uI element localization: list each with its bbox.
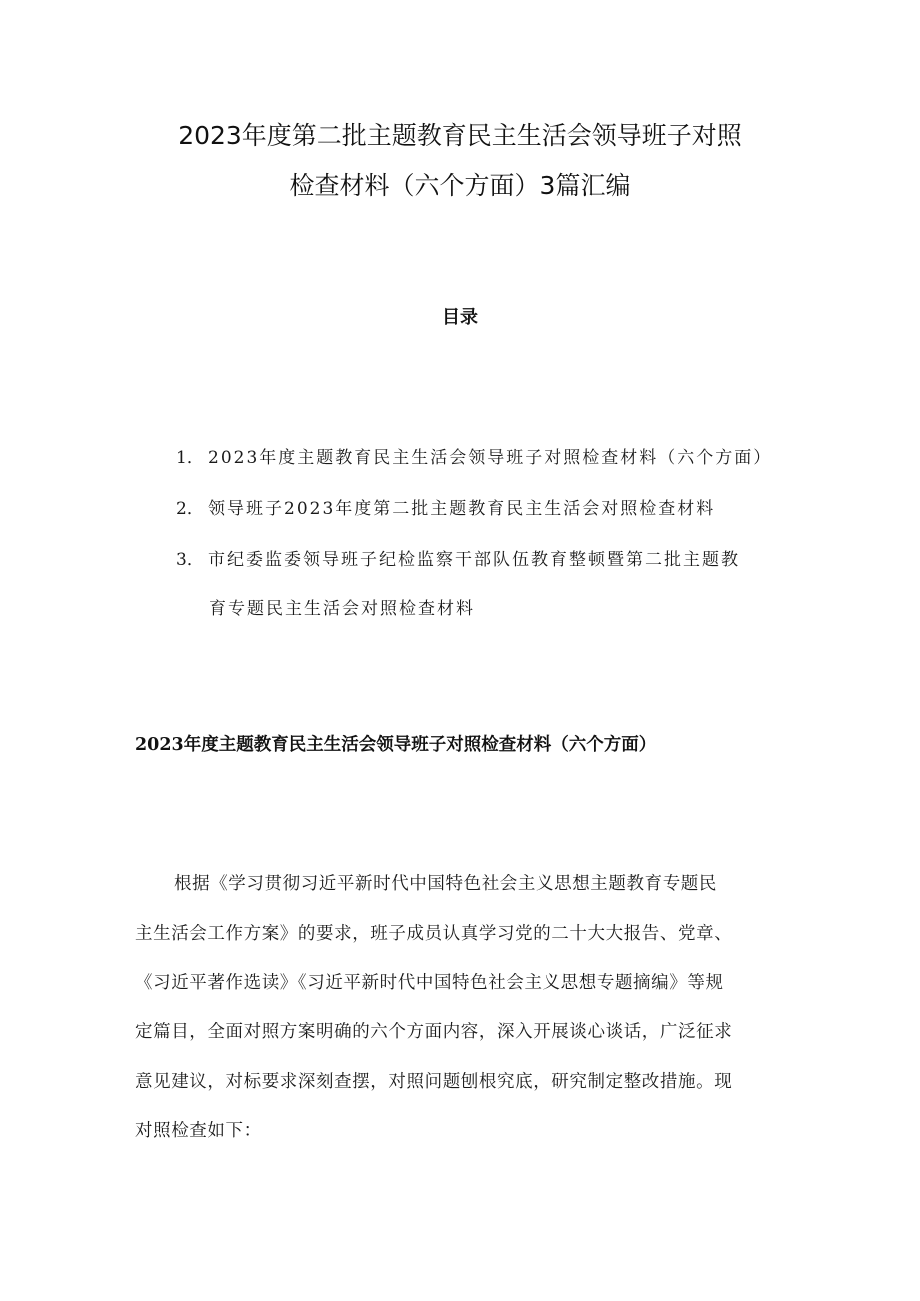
toc-item-text: 2023年度主题教育民主生活会领导班子对照检查材料（六个方面）: [208, 448, 773, 468]
document-title-line-1: 2023年度第二批主题教育民主生活会领导班子对照: [178, 121, 742, 150]
toc-item-text: 市纪委监委领导班子纪检监察干部队伍教育整顿暨第二批主题教: [208, 550, 740, 570]
body-paragraph-line: 根据《学习贯彻习近平新时代中国特色社会主义思想主题教育专题民: [174, 874, 717, 894]
toc-heading: 目录: [442, 307, 478, 328]
toc-item-1[interactable]: [176, 443, 772, 468]
body-paragraph-line: 意见建议，对标要求深刻查摆，对照问题刨根究底，研究制定整改措施。现: [135, 1072, 733, 1092]
toc-item-text: 领导班子2023年度第二批主题教育民主生活会对照检查材料: [208, 499, 716, 519]
toc-item-3[interactable]: [176, 545, 740, 570]
body-paragraph-line: 定篇目，全面对照方案明确的六个方面内容，深入开展谈心谈话，广泛征求: [135, 1022, 733, 1042]
toc-item-3-continuation[interactable]: 育专题民主生活会对照检查材料: [209, 599, 475, 619]
body-paragraph-line: 对照检查如下：: [135, 1121, 262, 1141]
document-title-line-2: 检查材料（六个方面）3篇汇编: [289, 171, 631, 200]
section-heading: 2023年度主题教育民主生活会领导班子对照检查材料（六个方面）: [135, 735, 657, 755]
toc-item-number: 1．: [176, 448, 204, 468]
body-paragraph-line: 《习近平著作选读》《习近平新时代中国特色社会主义思想专题摘编》等规: [135, 973, 724, 993]
body-paragraph-line: 主生活会工作方案》的要求，班子成员认真学习党的二十大大报告、党章、: [135, 924, 733, 944]
toc-item-number: 3．: [176, 550, 204, 570]
toc-item-number: 2．: [176, 499, 204, 519]
toc-item-2[interactable]: [176, 494, 715, 519]
